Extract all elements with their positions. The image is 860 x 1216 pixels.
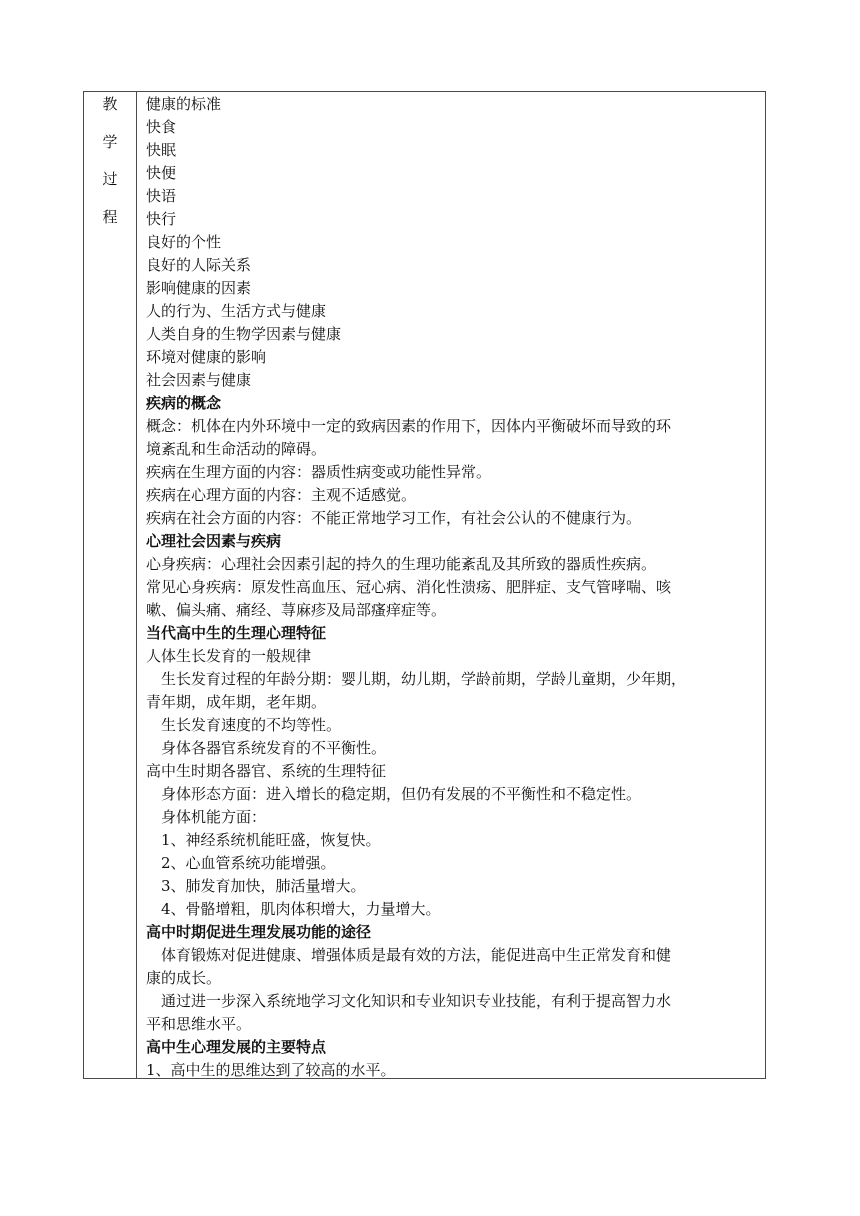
content-line: 身体形态方面：进入增长的稳定期，但仍有发展的不平衡性和不稳定性。 bbox=[161, 785, 642, 803]
column-divider bbox=[136, 92, 137, 1078]
content-line: 常见心身疾病：原发性高血压、冠心病、消化性溃疡、肥胖症、支气管哮喘、咳 bbox=[146, 578, 672, 596]
content-line: 生长发育速度的不均等性。 bbox=[161, 716, 342, 734]
label-char: 学 bbox=[102, 132, 118, 151]
content-line: 通过进一步深入系统地学习文化知识和专业知识专业技能，有利于提高智力水 bbox=[161, 992, 672, 1010]
content-line: 体育锻炼对促进健康、增强体质是最有效的方法，能促进高中生正常发育和健 bbox=[161, 946, 672, 964]
content-line: 身体各器官系统发育的不平衡性。 bbox=[161, 739, 387, 757]
content-line: 3、肺发育加快，肺活量增大。 bbox=[161, 877, 366, 895]
content-line: 快食 bbox=[146, 118, 177, 136]
content-line: 快语 bbox=[146, 187, 177, 205]
section-heading: 高中时期促进生理发展功能的途径 bbox=[146, 923, 372, 941]
content-line: 疾病在心理方面的内容：主观不适感觉。 bbox=[146, 486, 417, 504]
section-heading: 当代高中生的生理心理特征 bbox=[146, 624, 327, 642]
content-line: 人体生长发育的一般规律 bbox=[146, 647, 312, 665]
teaching-process-label bbox=[84, 92, 136, 229]
section-heading: 高中生心理发展的主要特点 bbox=[146, 1038, 327, 1056]
content-line: 快便 bbox=[146, 164, 177, 182]
content-line: 疾病在生理方面的内容：器质性病变或功能性异常。 bbox=[146, 463, 492, 481]
content-line: 境紊乱和生命活动的障碍。 bbox=[146, 440, 327, 458]
lesson-content bbox=[146, 93, 761, 1082]
content-line: 环境对健康的影响 bbox=[146, 348, 267, 366]
content-line: 高中生时期各器官、系统的生理特征 bbox=[146, 762, 387, 780]
content-line: 生长发育过程的年龄分期：婴儿期，幼儿期，学龄前期，学龄儿童期，少年期， bbox=[161, 670, 687, 688]
lesson-table bbox=[83, 91, 766, 1079]
content-line: 快行 bbox=[146, 210, 177, 228]
content-line: 影响健康的因素 bbox=[146, 279, 252, 297]
content-line: 身体机能方面： bbox=[161, 808, 267, 826]
content-line: 人的行为、生活方式与健康 bbox=[146, 302, 327, 320]
content-line: 平和思维水平。 bbox=[146, 1015, 252, 1033]
content-line: 嗽、偏头痛、痛经、荨麻疹及局部瘙痒症等。 bbox=[146, 601, 447, 619]
content-line: 健康的标准 bbox=[146, 95, 222, 113]
content-line: 4、骨骼增粗，肌肉体积增大，力量增大。 bbox=[161, 900, 441, 918]
content-line: 人类自身的生物学因素与健康 bbox=[146, 325, 342, 343]
content-line: 康的成长。 bbox=[146, 969, 222, 987]
content-line: 良好的人际关系 bbox=[146, 256, 252, 274]
content-line: 疾病在社会方面的内容：不能正常地学习工作，有社会公认的不健康行为。 bbox=[146, 509, 642, 527]
content-line: 概念：机体在内外环境中一定的致病因素的作用下，因体内平衡破坏而导致的环 bbox=[146, 417, 672, 435]
label-char: 过 bbox=[102, 170, 118, 188]
content-line: 快眠 bbox=[146, 141, 177, 159]
content-line: 1、神经系统机能旺盛，恢复快。 bbox=[161, 831, 381, 849]
content-line: 1、高中生的思维达到了较高的水平。 bbox=[146, 1061, 396, 1079]
content-line: 青年期，成年期，老年期。 bbox=[146, 693, 327, 711]
section-heading: 心理社会因素与疾病 bbox=[146, 532, 282, 550]
content-line: 心身疾病：心理社会因素引起的持久的生理功能紊乱及其所致的器质性疾病。 bbox=[146, 555, 657, 573]
content-line: 社会因素与健康 bbox=[146, 371, 252, 389]
content-line: 良好的个性 bbox=[146, 233, 222, 251]
label-char: 教 bbox=[102, 95, 118, 113]
content-line: 2、心血管系统功能增强。 bbox=[161, 854, 336, 872]
label-char: 程 bbox=[102, 207, 118, 226]
section-heading: 疾病的概念 bbox=[146, 394, 222, 412]
